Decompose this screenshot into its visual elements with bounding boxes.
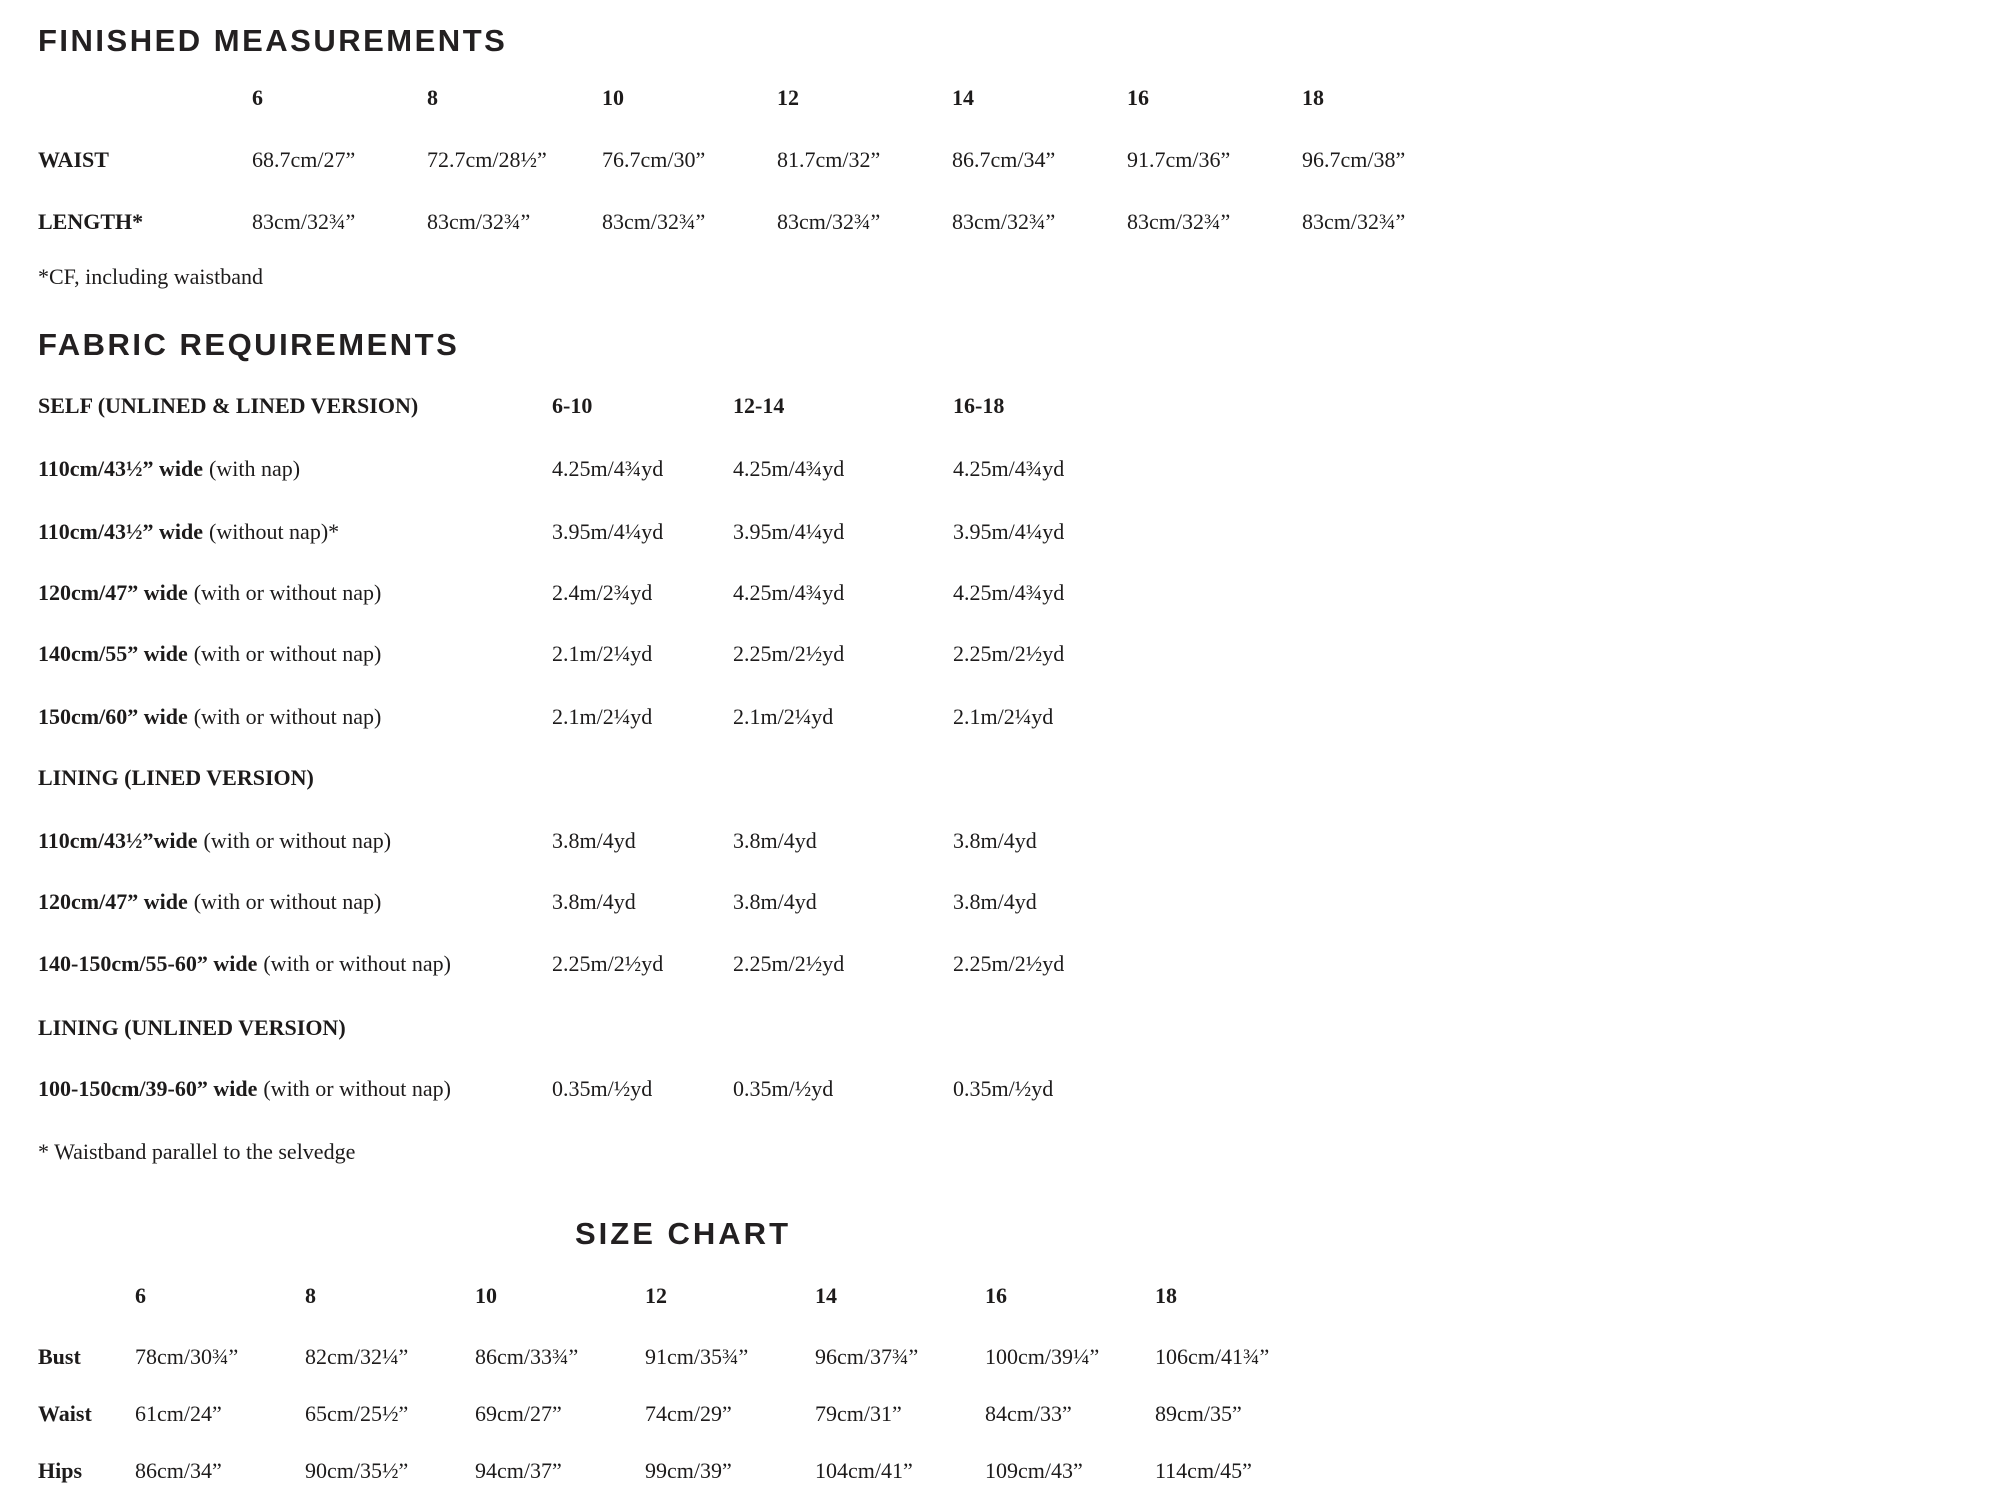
size-column-header: 6 [135,1283,146,1308]
nap-note: (with or without nap) [193,704,382,729]
body-measurement: 96cm/37¾” [815,1344,919,1369]
body-measurement: 74cm/29” [645,1401,732,1426]
nap-note: (with or without nap) [263,951,451,976]
body-measurement: 79cm/31” [815,1401,902,1426]
empty-cell [38,1282,135,1310]
fabric-width: 100-150cm/39-60” wide [38,1076,258,1101]
yardage-value: 3.8m/4yd [733,828,817,853]
fabric-width-label [38,1075,552,1103]
measurement-value: 83cm/32¾” [602,209,706,234]
body-measurement: 99cm/39” [645,1458,732,1483]
fabric-width-label [38,950,552,978]
body-measurement: 69cm/27” [475,1401,562,1426]
size-column-header: 6 [252,85,263,110]
nap-note: (with nap) [209,456,301,481]
yardage-value: 4.25m/4¾yd [733,456,845,481]
fabric-width: 110cm/43½” wide [38,456,203,481]
size-column-header: 18 [1155,1283,1177,1308]
size-column-header: 18 [1302,85,1324,110]
fabric-width: 110cm/43½”wide [38,828,198,853]
body-measurement: 106cm/41¾” [1155,1344,1270,1369]
body-measurement: 100cm/39¼” [985,1344,1100,1369]
bust-row [38,1343,1325,1371]
yardage-value: 2.25m/2½yd [953,951,1065,976]
fabric-width-label [38,827,552,855]
yardage-value: 3.8m/4yd [552,889,636,914]
body-measurement: 82cm/32¼” [305,1344,409,1369]
size-column-header: 10 [475,1283,497,1308]
self-section-label: SELF (UNLINED & LINED VERSION) [38,393,419,418]
fabric-width: 120cm/47” wide [38,580,188,605]
lining-row [38,1075,1213,1103]
body-measurement: 61cm/24” [135,1401,222,1426]
measurement-value: 83cm/32¾” [777,209,881,234]
yardage-value: 4.25m/4¾yd [953,580,1065,605]
fabric-row [38,518,1213,546]
yardage-value: 2.1m/2¼yd [953,704,1054,729]
measurement-value: 86.7cm/34” [952,147,1056,172]
nap-note: (with or without nap) [193,580,382,605]
fabric-width: 140-150cm/55-60” wide [38,951,258,976]
yardage-value: 3.8m/4yd [733,889,817,914]
fabric-width-label [38,455,552,483]
yardage-value: 4.25m/4¾yd [953,456,1065,481]
size-column-header: 8 [427,85,438,110]
size-range-header: 12-14 [733,393,785,418]
size-column-header: 8 [305,1283,316,1308]
nap-note: (without nap)* [209,519,340,544]
fabric-width-label [38,703,552,731]
nap-note: (with or without nap) [193,889,382,914]
fabric-requirements-header-row [38,392,1213,420]
fabric-width: 150cm/60” wide [38,704,188,729]
size-column-header: 16 [985,1283,1007,1308]
row-label: Waist [38,1401,92,1426]
finished-measurements-size-header-row [38,84,1477,112]
yardage-value: 3.8m/4yd [953,889,1037,914]
fabric-width-label [38,888,552,916]
body-measurement: 90cm/35½” [305,1458,409,1483]
body-measurement: 89cm/35” [1155,1401,1242,1426]
yardage-value: 2.4m/2¾yd [552,580,653,605]
measurement-value: 72.7cm/28½” [427,147,547,172]
body-measurement: 65cm/25½” [305,1401,409,1426]
lining-row [38,888,1213,916]
fabric-row [38,455,1213,483]
lining-row [38,950,1213,978]
body-measurement: 84cm/33” [985,1401,1072,1426]
yardage-value: 2.25m/2½yd [733,641,845,666]
nap-note: (with or without nap) [203,828,392,853]
size-range-header: 6-10 [552,393,593,418]
size-column-header: 14 [815,1283,837,1308]
size-column-header: 14 [952,85,974,110]
body-measurement: 109cm/43” [985,1458,1083,1483]
measurement-value: 81.7cm/32” [777,147,881,172]
yardage-value: 3.95m/4¼yd [953,519,1065,544]
lining-row [38,827,1213,855]
yardage-value: 3.95m/4¼yd [733,519,845,544]
finished-measurements-title: FINISHED MEASUREMENTS [38,23,508,58]
yardage-value: 0.35m/½yd [552,1076,653,1101]
yardage-value: 2.1m/2¼yd [552,641,653,666]
size-column-header: 12 [777,85,799,110]
nap-note: (with or without nap) [263,1076,451,1101]
waistband-footnote: * Waistband parallel to the selvedge [38,1139,356,1164]
hips-row [38,1457,1325,1485]
measurement-value: 83cm/32¾” [1127,209,1231,234]
yardage-value: 2.25m/2½yd [733,951,845,976]
measurement-value: 91.7cm/36” [1127,147,1231,172]
fabric-row [38,579,1213,607]
body-measurement: 104cm/41” [815,1458,913,1483]
yardage-value: 3.8m/4yd [953,828,1037,853]
waist-row [38,1400,1325,1428]
row-label: Hips [38,1458,83,1483]
body-measurement: 114cm/45” [1155,1458,1252,1483]
yardage-value: 0.35m/½yd [733,1076,834,1101]
waist-measurement-row [38,146,1477,174]
yardage-value: 2.25m/2½yd [953,641,1065,666]
size-chart-title: SIZE CHART [575,1216,791,1251]
body-measurement: 86cm/33¾” [475,1344,579,1369]
size-column-header: 10 [602,85,624,110]
row-label: WAIST [38,147,109,172]
measurement-value: 83cm/32¾” [252,209,356,234]
measurement-value: 76.7cm/30” [602,147,706,172]
row-label: Bust [38,1344,81,1369]
body-measurement: 78cm/30¾” [135,1344,239,1369]
fabric-width-label [38,518,552,546]
yardage-value: 2.25m/2½yd [552,951,664,976]
yardage-value: 3.8m/4yd [552,828,636,853]
measurement-value: 68.7cm/27” [252,147,356,172]
fabric-requirements-title: FABRIC REQUIREMENTS [38,327,460,362]
body-measurement: 86cm/34” [135,1458,222,1483]
fabric-width-label [38,640,552,668]
yardage-value: 2.1m/2¼yd [733,704,834,729]
fabric-row [38,703,1213,731]
measurement-value: 83cm/32¾” [1302,209,1406,234]
measurement-value: 83cm/32¾” [427,209,531,234]
yardage-value: 4.25m/4¾yd [552,456,664,481]
size-chart-header-row [38,1282,1325,1310]
lining-lined-subheading: LINING (LINED VERSION) [38,765,314,790]
body-measurement: 94cm/37” [475,1458,562,1483]
fabric-width: 120cm/47” wide [38,889,188,914]
fabric-width: 110cm/43½” wide [38,519,203,544]
fabric-width-label [38,579,552,607]
length-measurement-row [38,208,1477,236]
yardage-value: 3.95m/4¼yd [552,519,664,544]
cf-footnote: *CF, including waistband [38,264,263,289]
yardage-value: 2.1m/2¼yd [552,704,653,729]
body-measurement: 91cm/35¾” [645,1344,749,1369]
yardage-value: 0.35m/½yd [953,1076,1054,1101]
size-range-header: 16-18 [953,393,1005,418]
fabric-width: 140cm/55” wide [38,641,188,666]
lining-unlined-subheading: LINING (UNLINED VERSION) [38,1015,346,1040]
nap-note: (with or without nap) [193,641,382,666]
measurement-value: 83cm/32¾” [952,209,1056,234]
size-column-header: 12 [645,1283,667,1308]
yardage-value: 4.25m/4¾yd [733,580,845,605]
size-column-header: 16 [1127,85,1149,110]
fabric-row [38,640,1213,668]
row-label: LENGTH* [38,209,144,234]
empty-cell [38,84,252,112]
measurement-value: 96.7cm/38” [1302,147,1406,172]
